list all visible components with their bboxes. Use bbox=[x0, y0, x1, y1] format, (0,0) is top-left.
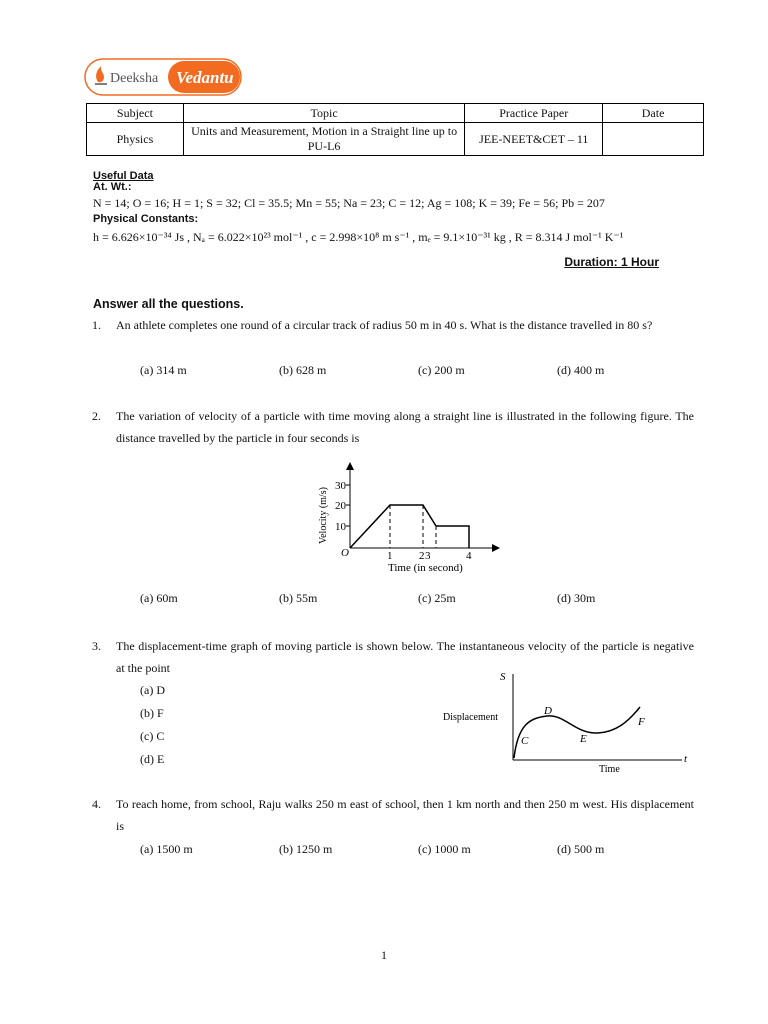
displacement-curve bbox=[514, 707, 640, 758]
question-1 bbox=[92, 314, 694, 336]
question-4 bbox=[92, 793, 694, 837]
s-axis-label: S bbox=[500, 671, 506, 683]
question-text: The variation of velocity of a particle with time moving along a straight line is illustrated in the following figure. The distance travelled by the particle in four seconds is bbox=[116, 409, 694, 445]
displacement-time-graph bbox=[440, 664, 700, 780]
question-number: 4. bbox=[92, 797, 101, 811]
question-number: 1. bbox=[92, 318, 101, 332]
option-d: (d) 30m bbox=[557, 591, 596, 605]
logo-text-vedantu: Vedantu bbox=[176, 68, 234, 87]
useful-data-title: Useful Data bbox=[93, 170, 154, 182]
physical-constants: h = 6.626×10⁻³⁴ Js , Nₐ = 6.022×10²³ mol⁻¹ , c = 2.998×10⁸ m s⁻¹ , mₑ = 9.1×10⁻³¹ kg , R = 8.314 J mol⁻¹ K⁻¹ bbox=[93, 230, 624, 244]
option-c: (c) 200 m bbox=[418, 363, 465, 377]
question-text: To reach home, from school, Raju walks 250 m east of school, then 1 km north and then 250 m west. His displacement is bbox=[116, 797, 694, 833]
question-text: The displacement-time graph of moving particle is shown below. The instantaneous velocity of the particle is negative at the point bbox=[116, 639, 694, 675]
velocity-curve bbox=[350, 505, 469, 548]
deeksha-vedantu-logo bbox=[84, 56, 244, 98]
question-text: An athlete completes one round of a circular track of radius 50 m in 40 s. What is the distance travelled in 80 s? bbox=[116, 318, 653, 332]
question-number: 3. bbox=[92, 639, 101, 653]
header-practice-paper: Practice Paper bbox=[465, 104, 603, 123]
time-label: Time bbox=[599, 764, 620, 775]
x-tick-label-2: 2 bbox=[419, 550, 425, 562]
option-b: (b) F bbox=[140, 706, 164, 720]
option-d: (d) 500 m bbox=[557, 842, 605, 856]
point-d-label: D bbox=[544, 705, 552, 717]
origin-label: O bbox=[341, 547, 349, 559]
y-axis-arrow bbox=[346, 462, 354, 470]
cell-topic: Units and Measurement, Motion in a Straight line up to PU-L6 bbox=[183, 123, 464, 156]
x-axis-label: Time (in second) bbox=[388, 562, 463, 574]
header-date: Date bbox=[603, 104, 704, 123]
y-tick-label-10: 10 bbox=[335, 521, 346, 533]
question-number: 2. bbox=[92, 409, 101, 423]
point-f-label: F bbox=[638, 716, 645, 728]
instruction: Answer all the questions. bbox=[93, 297, 244, 311]
x-axis-arrow bbox=[492, 544, 500, 552]
duration: Duration: 1 Hour bbox=[564, 255, 659, 269]
x-tick-label-3: 3 bbox=[425, 550, 431, 562]
header-topic: Topic bbox=[183, 104, 464, 123]
cell-practice-paper: JEE-NEET&CET – 11 bbox=[465, 123, 603, 156]
option-b: (b) 1250 m bbox=[279, 842, 333, 856]
y-tick-label-20: 20 bbox=[335, 500, 346, 512]
point-e-label: E bbox=[580, 733, 587, 745]
option-a: (a) D bbox=[140, 683, 165, 697]
option-c: (c) 25m bbox=[418, 591, 456, 605]
question-2 bbox=[92, 405, 694, 449]
cell-date bbox=[603, 123, 704, 156]
atomic-weights: N = 14; O = 16; H = 1; S = 32; Cl = 35.5; Mn = 55; Na = 23; C = 12; Ag = 108; K = 39; Fe = 56; Pb = 207 bbox=[93, 196, 605, 210]
logo-text-deeksha: Deeksha bbox=[110, 71, 159, 86]
t-axis-label: t bbox=[684, 753, 688, 765]
atomic-weight-label: At. Wt.: bbox=[93, 181, 132, 193]
page-number: 1 bbox=[381, 948, 387, 962]
x-tick-label-1: 1 bbox=[387, 550, 393, 562]
option-c: (c) 1000 m bbox=[418, 842, 471, 856]
option-b: (b) 55m bbox=[279, 591, 318, 605]
paper-info-table bbox=[86, 103, 704, 156]
y-axis-label: Velocity (m/s) bbox=[318, 487, 329, 544]
displacement-label: Displacement bbox=[443, 712, 498, 723]
option-d: (d) E bbox=[140, 752, 165, 766]
option-d: (d) 400 m bbox=[557, 363, 605, 377]
option-b: (b) 628 m bbox=[279, 363, 327, 377]
y-tick-label-30: 30 bbox=[335, 480, 346, 492]
x-tick-label-4: 4 bbox=[466, 550, 472, 562]
option-c: (c) C bbox=[140, 729, 165, 743]
header-subject: Subject bbox=[87, 104, 184, 123]
cell-subject: Physics bbox=[87, 123, 184, 156]
option-a: (a) 314 m bbox=[140, 363, 187, 377]
physical-constants-label: Physical Constants: bbox=[93, 213, 199, 225]
question-3-options bbox=[140, 683, 165, 775]
point-c-label: C bbox=[521, 735, 529, 747]
option-a: (a) 60m bbox=[140, 591, 178, 605]
velocity-time-graph bbox=[310, 458, 510, 580]
option-a: (a) 1500 m bbox=[140, 842, 193, 856]
